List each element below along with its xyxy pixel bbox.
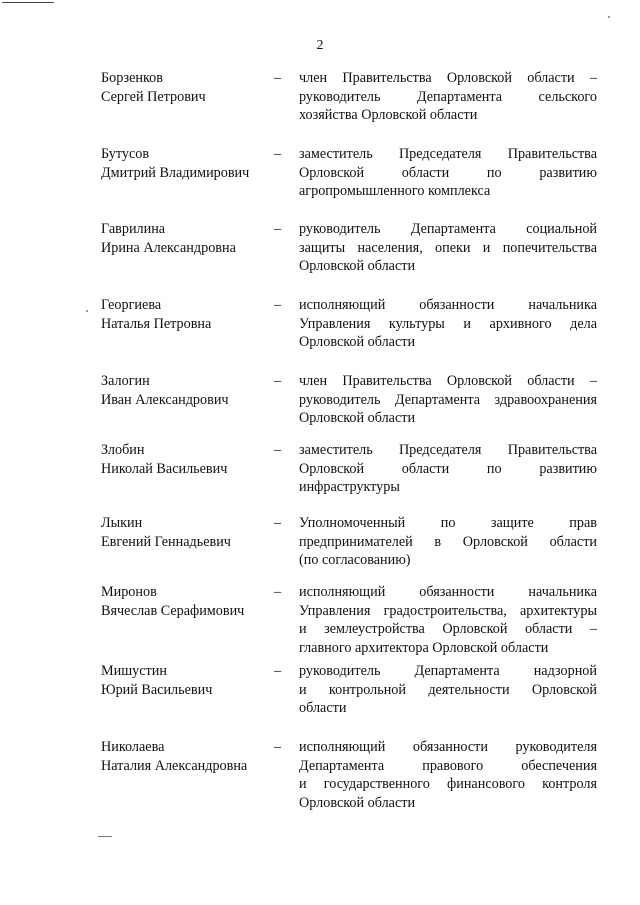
member-given-names: Наталья Петровна [101, 315, 212, 332]
member-surname: Гаврилина [101, 221, 166, 237]
member-name [101, 441, 281, 478]
position-line: Управления культуры и архивного дела [299, 315, 597, 332]
member-position [299, 514, 597, 570]
member-surname: Лыкин [101, 515, 143, 531]
separator-dash: – [274, 663, 282, 679]
member-given-names: Вячеслав Серафимович [101, 602, 245, 619]
member-name [101, 69, 281, 106]
position-line: предпринимателей в Орловской области [299, 533, 597, 550]
member-given-names: Наталия Александровна [101, 757, 248, 774]
position-line: и землеустройства Орловской области – [299, 621, 597, 637]
member-surname: Борзенков [101, 70, 163, 86]
member-given-names: Иван Александрович [101, 391, 229, 408]
position-line: Департамента правового обеспечения [299, 757, 597, 774]
member-position [299, 296, 597, 352]
separator-dash: – [274, 70, 282, 86]
position-line: Орловской области по развитию [299, 460, 597, 477]
separator-dash: – [274, 297, 282, 313]
position-line: Орловской области по развитию [299, 164, 597, 181]
member-position [299, 662, 597, 718]
position-line: член Правительства Орловской области – [299, 70, 597, 86]
separator-dash: – [274, 146, 282, 162]
position-line: инфраструктуры [299, 479, 400, 495]
position-line: заместитель Председателя Правительства [299, 146, 597, 162]
scan-edge-mark [2, 2, 54, 3]
position-line: заместитель Председателя Правительства [299, 442, 597, 458]
position-line: Орловской области [299, 258, 416, 274]
separator-dash: – [274, 221, 282, 237]
page-number: 2 [316, 38, 324, 53]
member-position [299, 583, 597, 657]
position-line: руководитель Департамента надзорной [299, 663, 597, 679]
position-line: руководитель Департамента социальной [299, 221, 597, 237]
member-name [101, 372, 281, 409]
separator-dash: – [274, 515, 282, 531]
position-line: исполняющий обязанности руководителя [299, 739, 597, 755]
member-position [299, 738, 597, 812]
member-surname: Георгиева [101, 297, 162, 313]
member-surname: Мишустин [101, 663, 167, 679]
position-line: член Правительства Орловской области – [299, 373, 597, 389]
member-surname: Николаева [101, 739, 165, 755]
position-line: руководитель Департамента сельского [299, 88, 597, 105]
separator-dash: – [274, 739, 282, 755]
member-position [299, 69, 597, 125]
member-name [101, 145, 281, 182]
member-name [101, 583, 281, 620]
position-line: (по согласованию) [299, 552, 411, 568]
scan-speck [86, 310, 88, 312]
scan-speck [98, 836, 112, 837]
member-position [299, 220, 597, 276]
position-line: и контрольной деятельности Орловской [299, 681, 597, 698]
position-line: области [299, 700, 347, 716]
position-line: Орловской области [299, 410, 416, 426]
position-line: Орловской области [299, 334, 416, 350]
member-surname: Залогин [101, 373, 150, 389]
position-line: и государственного финансового контроля [299, 776, 597, 792]
member-name [101, 738, 281, 775]
member-name [101, 296, 281, 333]
member-surname: Злобин [101, 442, 145, 458]
position-line: агропромышленного комплекса [299, 183, 491, 199]
position-line: защиты населения, опеки и попечительства [299, 239, 597, 256]
position-line: Уполномоченный по защите прав [299, 515, 597, 531]
member-given-names: Юрий Васильевич [101, 681, 213, 698]
position-line: Управления градостроительства, архитектуры [299, 602, 597, 619]
member-surname: Миронов [101, 584, 157, 600]
member-given-names: Евгений Геннадьевич [101, 533, 231, 550]
member-name [101, 662, 281, 699]
separator-dash: – [274, 442, 282, 458]
member-name [101, 220, 281, 257]
separator-dash: – [274, 373, 282, 389]
position-line: руководитель Департамента здравоохранения [299, 391, 597, 408]
member-given-names: Николай Васильевич [101, 460, 228, 477]
member-surname: Бутусов [101, 146, 150, 162]
position-line: исполняющий обязанности начальника [299, 297, 597, 313]
member-given-names: Ирина Александровна [101, 239, 236, 256]
member-name [101, 514, 281, 551]
scan-speck [608, 16, 610, 18]
member-position [299, 145, 597, 201]
member-given-names: Сергей Петрович [101, 88, 206, 105]
position-line: главного архитектора Орловской области [299, 639, 549, 656]
position-line: исполняющий обязанности начальника [299, 584, 597, 600]
member-given-names: Дмитрий Владимирович [101, 164, 250, 181]
member-position [299, 441, 597, 497]
member-position [299, 372, 597, 428]
position-line: Орловской области [299, 794, 416, 811]
position-line: хозяйства Орловской области [299, 107, 478, 123]
separator-dash: – [274, 584, 282, 600]
